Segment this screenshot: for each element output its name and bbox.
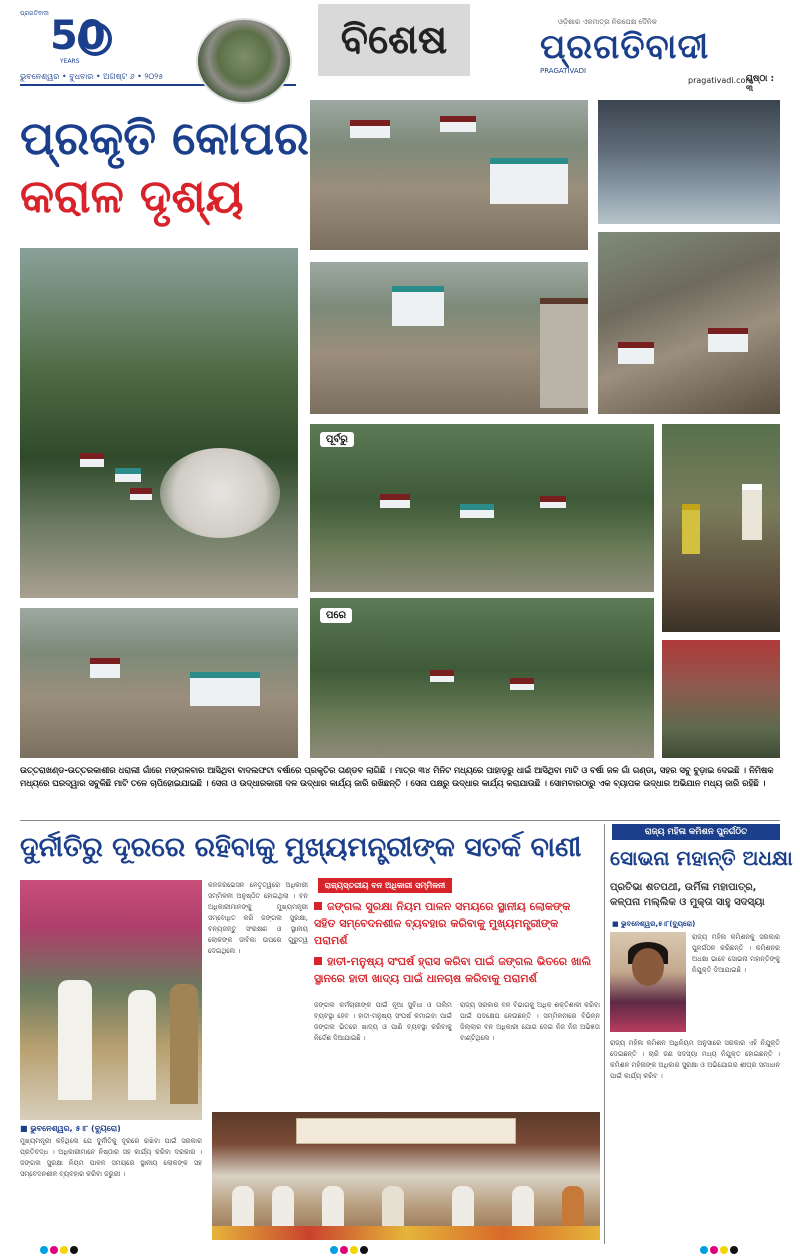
photo-landslide-village [20, 248, 298, 598]
brand-masthead [540, 18, 780, 94]
headline-line-2: କରାଳ ଦୃଶ୍ୟ [20, 169, 244, 223]
side-story-column-1: ରାଜ୍ୟ ମହିଳା କମିଶନକୁ ସରକାର ପୁନର୍ଗଠନ କରିଛନ୍ତି । କମିଶନର ଅଧକ୍ଷା ଭାବେ ସୋଭନା ମହାନ୍ତିଙ୍କୁ ନିଯୁକ୍ତି ଦିଆଯାଇଛି । [692, 933, 780, 974]
label-after: ପରେ [320, 608, 352, 623]
side-story-headline: ସୋଭନା ମହାନ୍ତି ଅଧକ୍ଷା [610, 846, 793, 870]
pull-quote-1: ଜଙ୍ଗଲ ସୁରକ୍ଷା ନିୟମ ପାଳନ ସମୟରେ ସ୍ଥାନୀୟ ଲୋକଙ୍କ ସହିତ ସମ୍ବେଦନଶୀଳ ବ୍ୟବହାର କରିବାକୁ ମୁଖ୍ୟମନ୍ତ୍ରୀଙ୍କ ପରାମର୍ଶ [314, 900, 571, 947]
headline-line-1: ପ୍ରକୃତି କୋପର [20, 111, 309, 165]
page-number: ପୃଷ୍ଠା : ୩ [746, 74, 775, 94]
event-banner [296, 1118, 516, 1144]
brand-tagline: ଓଡ଼ିଶାର ଏକମାତ୍ର ନିରପେକ୍ଷ ଦୈନିକ [558, 18, 657, 26]
side-story-portrait [610, 932, 686, 1032]
story-column-1: ମୁଖ୍ୟମନ୍ତ୍ରୀ କହିଥିଲେ ଯେ ଦୁର୍ନୀତିକୁ ଦୂରରେ ରଖିବା ପାଇଁ ସରକାର ପ୍ରତିବଦ୍ଧ । ଅଧିକାରୀମାନେ ନିଷ୍ଠାର ସହ କାର୍ଯ୍ୟ କରିବା ଦରକାର । ଜଙ୍ଗଲ ସୁରକ୍ଷା ନିୟମ ପାଳନ ସମୟରେ ସ୍ଥାନୀୟ ଲୋକଙ୍କ ସହ ସମ୍ବେଦନଶୀଳ ବ୍ୟବହାର କରିବା ଜରୁରୀ । [20, 1137, 202, 1178]
photo-soldiers-rescue [662, 640, 780, 758]
anniversary-logo [20, 10, 130, 74]
side-story-byline: ■ ଭୁବନେଶ୍ୱର,୫।୮(ବ୍ୟୁରୋ) [612, 920, 696, 928]
dateline: ଭୁବନେଶ୍ୱର • ବୁଧବାର • ଅଗଷ୍ଟ ୬ • ୨୦୨୫ [20, 72, 164, 81]
photo-flood-river [310, 100, 588, 250]
website: pragativadi.com [688, 76, 754, 85]
photo-rescue-team [662, 424, 780, 632]
brand-name: ପ୍ରଗତିବାଦୀ [540, 27, 710, 67]
section-title: ବିଶେଷ [340, 17, 448, 63]
registration-marks-center [330, 1246, 368, 1254]
anniversary-number: 50 [50, 13, 106, 59]
photo-caption: ଉତ୍ତରାଖଣ୍ଡ-ଉତ୍ତରକାଶୀର ଧରାଲୀ ଗାଁରେ ମଙ୍ଗଳବାର ଆସିଥିବା ବାଦଲଫଟା ବର୍ଷାରେ ପ୍ରକୃତିର ତାଣ୍ଡବ ଲାଗିଛି । ମାତ୍ର ୩୪ ମିନିଟ ମଧ୍ୟରେ ପାହାଡ଼ରୁ ଧାଇଁ ଆସିଥିବା ମାଟି ଓ ବର୍ଷା ଜଳ ଗାଁ ଗଣ୍ଡା, ସହର ସବୁ ବୁଡ଼ାଇ ଦେଇଛି । ନିମିଷକ ମଧ୍ୟରେ ଘରଦ୍ୱାର ସବୁକିଛି ମାଟି ତଳେ ଚାପିହୋଇଯାଇଛି । ସେନା ଓ ଉଦ୍ଧାରକାରୀ ଦଳ ଉଦ୍ଧାର କାର୍ଯ୍ୟ ଜାରି ରଖିଛନ୍ତି । ସେନା ପକ୍ଷରୁ ଉଦ୍ଧାର କାର୍ଯ୍ୟ କରାଯାଉଛି । ସୋମବାରଠାରୁ ଏକ ବ୍ୟାପକ ଉଦ୍ଧାର ଅଭିଯାନ ମଧ୍ୟ ଜାରି ରହିଛି । [20, 765, 774, 788]
side-story-kicker: ରାଜ୍ୟ ମହିଳା କମିଶନ ପୁନର୍ଗଠିତ [612, 824, 780, 840]
photo-village-before [310, 424, 654, 592]
story-kicker: ରାଜ୍ୟସ୍ତରୀୟ ବନ ଅଧିକାରୀ ସମ୍ମିଳନୀ [318, 878, 452, 893]
pull-quote-2: ହାତୀ-ମନୁଷ୍ୟ ସଂଘର୍ଷ ହ୍ରାସ କରିବା ପାଇଁ ଜଙ୍ଗଲ ଭିତରେ ଖାଲି ସ୍ଥାନରେ ହାତୀ ଖାଦ୍ୟ ପାଇଁ ଧାନଚାଷ କରିବାକୁ ପରାମର୍ଶ [314, 955, 592, 985]
anniversary-tag: ପ୍ରଗତିବାଦୀ [20, 10, 49, 17]
side-story-column-2: ରାଜ୍ୟ ମହିଳା କମିଶନ ଅଧିନିୟମ ଅନୁସାରେ ସରକାର ଏହି ନିଯୁକ୍ତି ଦେଇଛନ୍ତି । ଚାରି ଜଣ ସଦସ୍ୟା ମଧ୍ୟ ନିଯୁକ୍ତ ହୋଇଛନ୍ତି । କମିଶନ ମହିଳାଙ୍କ ଅଧିକାର ସୁରକ୍ଷା ଓ ଅଭିଯୋଗର ଶୀଘ୍ର ସମାଧାନ ପାଇଁ କାର୍ଯ୍ୟ କରିବ । [610, 1039, 780, 1080]
side-story-subhead: ପ୍ରତିଭା ଶତପଥୀ, ଉର୍ମିଳା ମହାପାତ୍ର, କଳ୍ପନା ମଲ୍ଲିକ ଓ ମୁକ୍ତା ସାହୁ ସଦସ୍ୟା [610, 882, 765, 908]
label-before: ପୂର୍ବରୁ [320, 432, 354, 447]
column-divider [604, 824, 605, 1244]
story-byline: ■ ଭୁବନେଶ୍ୱର, ୫।୮ (ବ୍ୟୁରୋ) [20, 1124, 121, 1133]
section-divider [20, 820, 780, 821]
story-column-3: ଜଙ୍ଗଲ କର୍ମଚାରୀଙ୍କ ପାଇଁ ନୂଆ ସୁବିଧା ଓ ତାଲିମ ବ୍ୟବସ୍ଥା ହେବ । ହାତୀ-ମନୁଷ୍ୟ ସଂଘର୍ଷ କମାଇବା ପାଇଁ ଜଙ୍ଗଲ ଭିତରେ ଖାଦ୍ୟ ଓ ପାଣି ବ୍ୟବସ୍ଥା କରିବାକୁ ନିର୍ଦ୍ଦେଶ ଦିଆଯାଇଛି । [314, 1001, 452, 1042]
story-photo-event [212, 1112, 600, 1240]
story-pull-quote [314, 898, 594, 987]
story-photo-plantation [20, 880, 202, 1120]
registration-marks-left [40, 1246, 78, 1254]
bullet-icon [314, 957, 322, 965]
anniversary-ring-icon [78, 22, 112, 56]
photo-village-after [310, 598, 654, 758]
flower-decoration [212, 1226, 600, 1240]
story-headline: ଦୁର୍ନୀତିରୁ ଦୂରରେ ରହିବାକୁ ମୁଖ୍ୟମନ୍ତ୍ରୀଙ୍କ ସତର୍କ ବାଣୀ [20, 832, 582, 863]
photo-debris-town [598, 232, 780, 414]
brand-latin: PRAGATIVADI [540, 67, 587, 75]
teaser-photo [196, 18, 292, 104]
photo-storm-sky [598, 100, 780, 224]
story-column-2: କନଜରଭେସନ ନେତୃତ୍ୱରେ ଅଧିକାରୀ ସମ୍ମିଳନୀ ଅନୁଷ୍ଠିତ ହୋଇଥିଲା । ବନ ଅଧିକାରୀମାନଙ୍କୁ ମୁଖ୍ୟମନ୍ତ୍ରୀ ସମ୍ବୋଧିତ କରି ଜଙ୍ଗଲ ସୁରକ୍ଷା, ବନ୍ୟଜନ୍ତୁ ସଂରକ୍ଷଣ ଓ ସ୍ଥାନୀୟ ଲୋକଙ୍କ ଜୀବିକା ଉପରେ ଗୁରୁତ୍ୱ ଦେଇଥିଲେ । [208, 881, 308, 955]
photo-muddy-flood [20, 608, 298, 758]
bullet-icon [314, 902, 322, 910]
photo-submerged-building [310, 262, 588, 414]
anniversary-label: YEARS [60, 58, 80, 65]
story-column-4: ରାଜ୍ୟ ସରକାର ବନ ବିଭାଗକୁ ଅଧିକ ଶକ୍ତିଶାଳୀ କରିବା ପାଇଁ ପଦକ୍ଷେପ ନେଉଛନ୍ତି । ସମ୍ମିଳନୀରେ ବିଭିନ୍ନ ଜିଲ୍ଲାର ବନ ଅଧିକାରୀ ଯୋଗ ଦେଇ ନିଜ ନିଜ ଅଭିଜ୍ଞତା ବାଣ୍ଟିଥିଲେ । [460, 1001, 600, 1042]
section-banner [318, 4, 470, 76]
registration-marks-right [700, 1246, 738, 1254]
